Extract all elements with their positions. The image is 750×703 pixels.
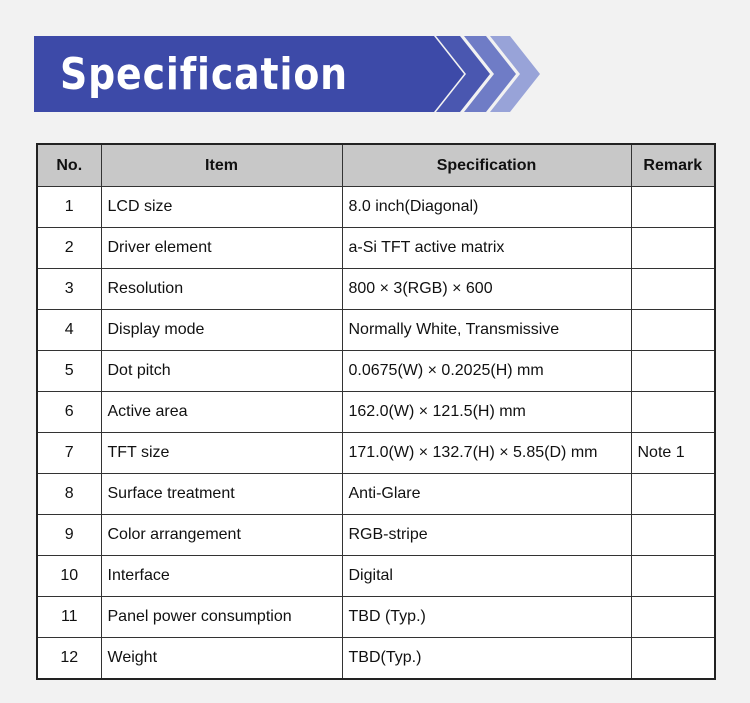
table-row (37, 433, 715, 474)
cell-item: Driver element (101, 228, 342, 269)
table-row (37, 269, 715, 310)
cell-item: Weight (101, 638, 342, 680)
cell-specification: a-Si TFT active matrix (342, 228, 631, 269)
cell-specification: RGB-stripe (342, 515, 631, 556)
cell-specification: 8.0 inch(Diagonal) (342, 187, 631, 228)
cell-no: 9 (37, 515, 101, 556)
chevron-arrows-icon (414, 36, 544, 112)
cell-specification: Anti-Glare (342, 474, 631, 515)
cell-no: 2 (37, 228, 101, 269)
cell-no: 12 (37, 638, 101, 680)
cell-no: 4 (37, 310, 101, 351)
cell-item: Surface treatment (101, 474, 342, 515)
cell-item: Interface (101, 556, 342, 597)
table-row (37, 597, 715, 638)
header-no: No. (37, 144, 101, 187)
cell-specification: Normally White, Transmissive (342, 310, 631, 351)
cell-remark: Note 1 (631, 433, 715, 474)
cell-item: TFT size (101, 433, 342, 474)
cell-specification: TBD (Typ.) (342, 597, 631, 638)
table-row (37, 638, 715, 680)
header-item: Item (101, 144, 342, 187)
cell-item: Resolution (101, 269, 342, 310)
cell-no: 7 (37, 433, 101, 474)
cell-specification: TBD(Typ.) (342, 638, 631, 680)
table-row (37, 515, 715, 556)
header-specification: Specification (342, 144, 631, 187)
table-row (37, 351, 715, 392)
table-header-row (37, 144, 715, 187)
cell-remark (631, 351, 715, 392)
cell-remark (631, 392, 715, 433)
cell-specification: 800 × 3(RGB) × 600 (342, 269, 631, 310)
cell-remark (631, 474, 715, 515)
specification-table (36, 143, 716, 680)
table-row (37, 474, 715, 515)
cell-remark (631, 638, 715, 680)
cell-no: 6 (37, 392, 101, 433)
cell-remark (631, 556, 715, 597)
table-row (37, 228, 715, 269)
cell-specification: Digital (342, 556, 631, 597)
page-title: Specification (60, 49, 348, 100)
cell-item: Color arrangement (101, 515, 342, 556)
table-row (37, 556, 715, 597)
cell-no: 8 (37, 474, 101, 515)
cell-specification: 0.0675(W) × 0.2025(H) mm (342, 351, 631, 392)
cell-item: LCD size (101, 187, 342, 228)
cell-specification: 162.0(W) × 121.5(H) mm (342, 392, 631, 433)
header-remark: Remark (631, 144, 715, 187)
cell-specification: 171.0(W) × 132.7(H) × 5.85(D) mm (342, 433, 631, 474)
table-row (37, 310, 715, 351)
cell-item: Display mode (101, 310, 342, 351)
cell-no: 1 (37, 187, 101, 228)
cell-item: Active area (101, 392, 342, 433)
cell-remark (631, 187, 715, 228)
cell-no: 5 (37, 351, 101, 392)
cell-no: 11 (37, 597, 101, 638)
cell-remark (631, 597, 715, 638)
cell-remark (631, 515, 715, 556)
cell-remark (631, 269, 715, 310)
cell-item: Dot pitch (101, 351, 342, 392)
cell-remark (631, 310, 715, 351)
cell-no: 3 (37, 269, 101, 310)
cell-no: 10 (37, 556, 101, 597)
cell-remark (631, 228, 715, 269)
cell-item: Panel power consumption (101, 597, 342, 638)
table-row (37, 392, 715, 433)
table-row (37, 187, 715, 228)
